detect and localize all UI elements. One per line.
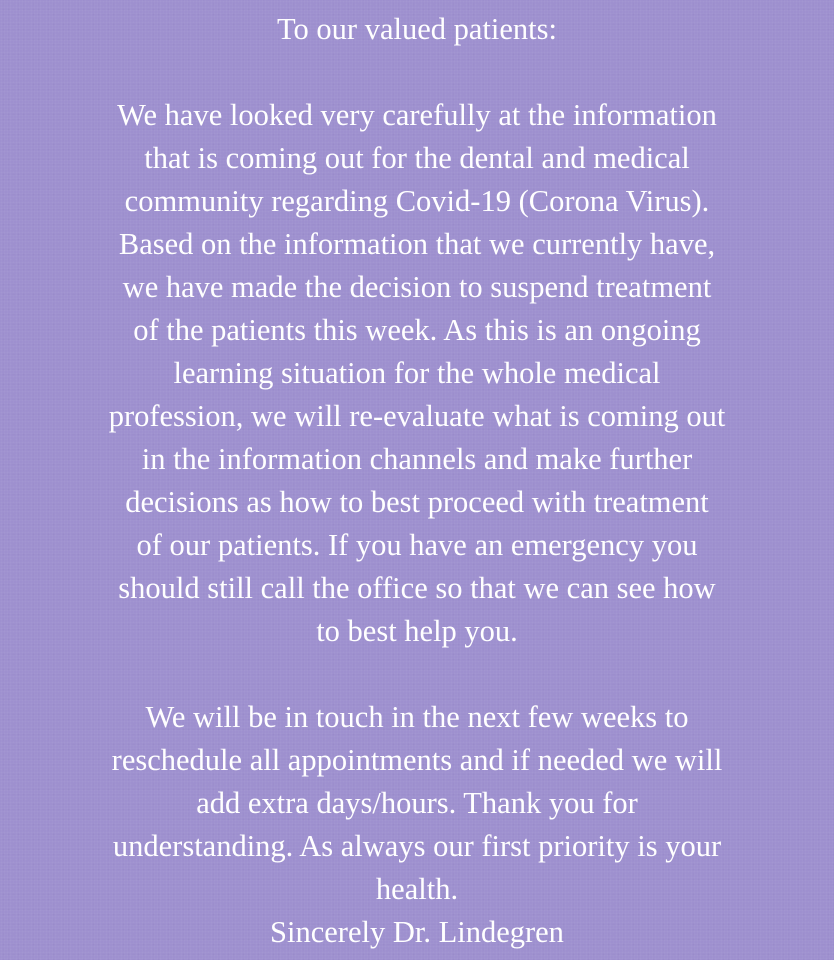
paragraph1-line: that is coming out for the dental and medical — [144, 141, 690, 175]
greeting: To our valued patients: — [277, 12, 557, 46]
paragraph1-line: we have made the decision to suspend treatment — [122, 270, 712, 304]
paragraph1-line: profession, we will re-evaluate what is coming out — [108, 399, 726, 433]
paragraph-rescheduling — [0, 696, 834, 911]
paragraph1-line: to best help you. — [316, 614, 518, 648]
paragraph2-line: understanding. As always our first priority is your — [112, 829, 722, 863]
paragraph1-line: Based on the information that we currently have, — [118, 227, 716, 261]
paragraph1-line: of the patients this week. As this is an ongoing — [133, 313, 701, 347]
signature: Sincerely Dr. Lindegren — [270, 915, 564, 949]
paragraph1-line: of our patients. If you have an emergency you — [136, 528, 698, 562]
paragraph-suspension — [0, 94, 834, 653]
paragraph1-line: community regarding Covid-19 (Corona Virus). — [124, 184, 710, 218]
paragraph-spacer — [0, 51, 834, 94]
paragraph1-line: should still call the office so that we can see how — [118, 571, 716, 605]
paragraph1-line: We have looked very carefully at the information — [117, 98, 717, 132]
paragraph1-line: decisions as how to best proceed with treatment — [125, 485, 709, 519]
paragraph1-line: learning situation for the whole medical — [173, 356, 661, 390]
paragraph2-line: health. — [375, 872, 459, 906]
paragraph1-line: in the information channels and make further — [141, 442, 693, 476]
paragraph2-line: add extra days/hours. Thank you for — [196, 786, 638, 820]
paragraph2-line: We will be in touch in the next few weeks to — [145, 700, 689, 734]
paragraph-spacer — [0, 653, 834, 696]
paragraph2-line: reschedule all appointments and if needed we will — [111, 743, 723, 777]
